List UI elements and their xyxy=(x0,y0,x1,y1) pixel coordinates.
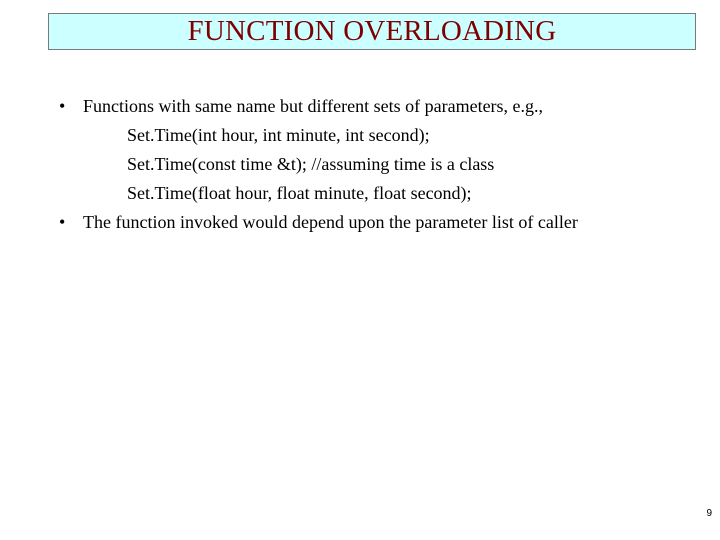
bullet-item-1 xyxy=(59,97,543,115)
slide-title: FUNCTION OVERLOADING xyxy=(187,15,557,47)
page-number: 9 xyxy=(706,508,712,519)
bullet-text: The function invoked would depend upon the parameter list of caller xyxy=(83,212,578,232)
bullet-text: Functions with same name but different sets of parameters, e.g., xyxy=(83,96,544,116)
code-line-1: Set.Time(int hour, int minute, int second); xyxy=(127,125,430,145)
bullet-marker: • xyxy=(59,212,66,232)
code-line-2: Set.Time(const time &t); //assuming time is a class xyxy=(127,154,495,174)
title-box xyxy=(48,13,696,50)
bullet-item-2 xyxy=(59,213,578,231)
code-line-3: Set.Time(float hour, float minute, float second); xyxy=(127,183,472,203)
bullet-marker: • xyxy=(59,96,66,116)
